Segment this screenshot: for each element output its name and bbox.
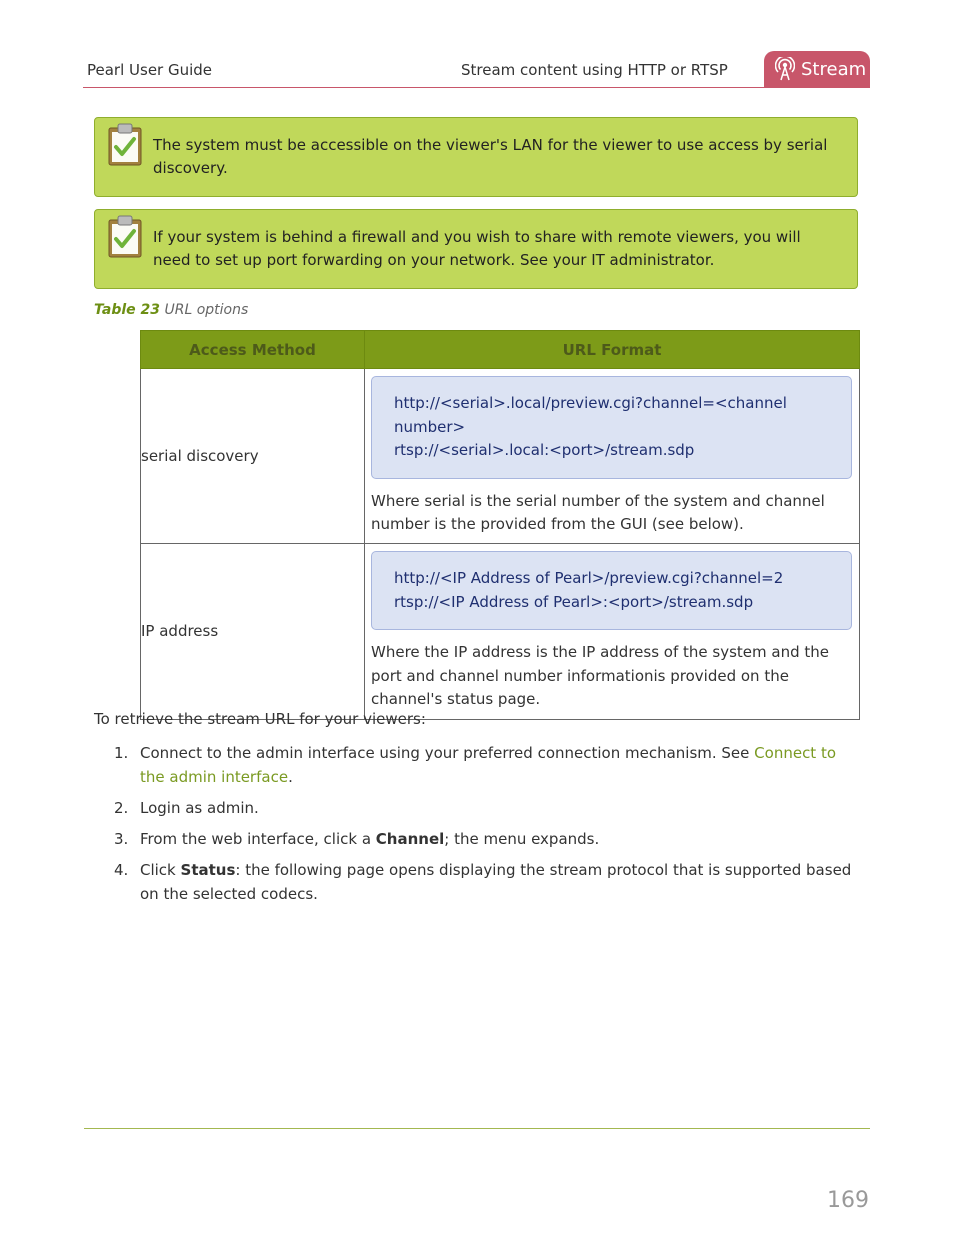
- table-row: [141, 369, 860, 544]
- url-code-block: [371, 376, 852, 479]
- list-item: [114, 741, 864, 789]
- section-title: Stream content using HTTP or RTSP: [461, 61, 728, 79]
- step-text: Login as admin.: [140, 799, 259, 817]
- step-number: 2.: [114, 799, 129, 817]
- list-item: [114, 796, 864, 820]
- step-text-part: : the following page opens displaying the stream protocol that is supported based on the selected codecs.: [140, 861, 852, 903]
- url-options-table: [140, 330, 860, 720]
- header-divider: [83, 87, 870, 88]
- list-item: [114, 858, 864, 906]
- access-method-cell: IP address: [141, 543, 365, 719]
- step-text: [140, 741, 864, 789]
- url-line: http://<IP Address of Pearl>/preview.cgi?channel=2: [394, 569, 784, 588]
- table-caption-label: Table 23: [94, 302, 161, 318]
- instructions-intro: To retrieve the stream URL for your viewers:: [94, 710, 426, 728]
- step-text-part: From the web interface, click a: [140, 830, 376, 848]
- url-description: Where serial is the serial number of the system and channel number is the provided from the GUI (see below).: [371, 491, 825, 533]
- footer-divider: [84, 1128, 870, 1129]
- url-format-cell: [365, 543, 860, 719]
- guide-title: Pearl User Guide: [87, 61, 213, 79]
- step-bold-term: Status: [180, 861, 236, 879]
- step-text-part: Click: [140, 861, 181, 879]
- url-code-block: [371, 551, 852, 630]
- url-line: http://<serial>.local/preview.cgi?channel=<channel number>: [394, 394, 787, 436]
- stream-badge: [764, 51, 870, 87]
- note-text: If your system is behind a firewall and you wish to share with remote viewers, you will need to set up port forwarding on your network. See your IT administrator.: [153, 228, 801, 269]
- step-number: 4.: [114, 861, 129, 879]
- url-format-cell: [365, 369, 860, 544]
- step-number: 1.: [114, 744, 129, 762]
- step-text-part: .: [288, 768, 293, 786]
- clipboard-check-icon: [107, 122, 143, 166]
- page-number: 169: [827, 1188, 869, 1213]
- clipboard-check-icon: [107, 214, 143, 258]
- table-header-row: [141, 331, 860, 369]
- broadcast-icon: [775, 57, 795, 81]
- step-bold-term: Channel: [375, 830, 445, 848]
- table-caption-text: URL options: [164, 302, 249, 318]
- table-row: [141, 543, 860, 719]
- step-number: 3.: [114, 830, 129, 848]
- step-text-part: Connect to the admin interface using your preferred connection mechanism. See: [140, 744, 755, 762]
- url-line: rtsp://<IP Address of Pearl>:<port>/stream.sdp: [394, 592, 754, 611]
- table-caption: [94, 302, 248, 318]
- column-header-access-method: Access Method: [141, 331, 365, 369]
- list-item: [114, 827, 864, 851]
- note-box-firewall: [94, 209, 858, 289]
- step-text-part: ; the menu expands.: [444, 830, 600, 848]
- note-box-lan: [94, 117, 858, 197]
- step-text: [140, 858, 864, 906]
- connect-admin-link[interactable]: Connect to the admin interface: [140, 744, 837, 786]
- badge-label: Stream: [801, 58, 867, 80]
- step-text: [140, 827, 864, 851]
- note-text: The system must be accessible on the viewer's LAN for the viewer to use access by serial discovery.: [153, 136, 828, 177]
- url-description: Where the IP address is the IP address of the system and the port and channel number informationis provided on the channel's status page.: [371, 643, 830, 709]
- url-line: rtsp://<serial>.local:<port>/stream.sdp: [394, 441, 695, 459]
- access-method-cell: serial discovery: [141, 369, 365, 544]
- column-header-url-format: URL Format: [365, 331, 860, 369]
- steps-list: [114, 741, 864, 913]
